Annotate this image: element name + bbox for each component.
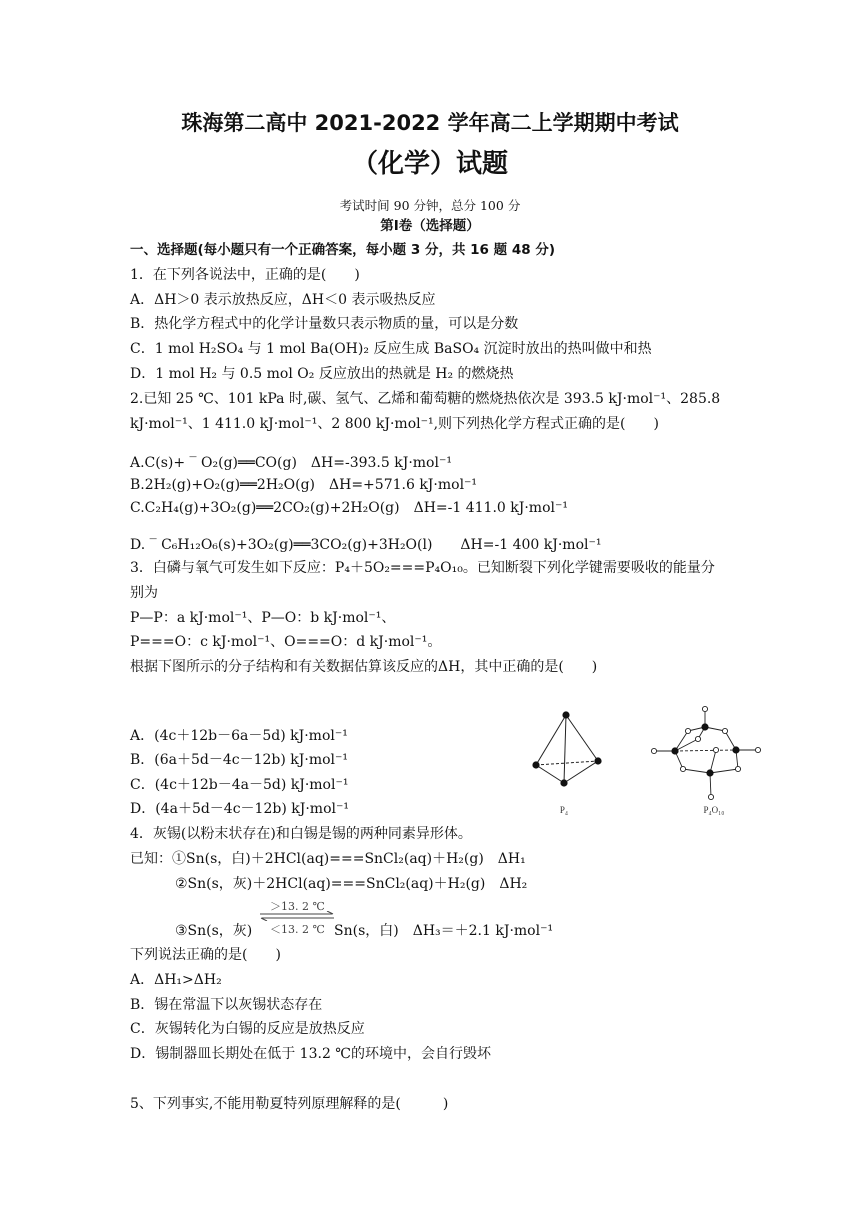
exam-subtitle: （化学）试题 (351, 149, 508, 179)
p4-label: P₄ (559, 805, 569, 815)
q4-option-a: A．ΔH₁>ΔH₂ (130, 972, 222, 988)
question-3-line2: 别为 (130, 585, 158, 601)
p4o10-label: P₄O₁₀ (703, 805, 725, 815)
q4-reaction-2: ②Sn(s，灰)＋2HCl(aq)===SnCl₂(aq)＋H₂(g) ΔH₂ (175, 876, 528, 892)
question-2-line2: kJ·mol⁻¹、1 411.0 kJ·mol⁻¹、2 800 kJ·mol⁻¹,则下列热化学方程式正确的是( ) (130, 416, 659, 432)
question-3-line4: P===O：c kJ·mol⁻¹、O===O：d kJ·mol⁻¹。 (130, 634, 442, 650)
q4-reaction-3-left: ③Sn(s，灰) (175, 923, 253, 939)
question-3-line1: 3．白磷与氧气可发生如下反应：P₄＋5O₂===P₄O₁₀。已知断裂下列化学键需要吸收的能量分 (130, 560, 715, 576)
q2-option-c: C.C₂H₄(g)+3O₂(g)══2CO₂(g)+2H₂O(g) ΔH=-1 411.0 kJ·mol⁻¹ (130, 500, 568, 516)
q3-option-c: C．(4c＋12b－4a－5d) kJ·mol⁻¹ (130, 777, 349, 793)
q3-option-a: A．(4c＋12b－6a－5d) kJ·mol⁻¹ (130, 728, 348, 744)
exam-title: 珠海第二高中 2021-2022 学年高二上学期期中考试 (181, 111, 679, 135)
q2-option-b: B.2H₂(g)+O₂(g)══2H₂O(g) ΔH=+571.6 kJ·mol⁻¹ (130, 477, 478, 493)
q4-prompt: 下列说法正确的是( ) (130, 947, 281, 963)
q2-option-d: D. ‾ C₆H₁₂O₆(s)+3O₂(g)══3CO₂(g)+3H₂O(l) ΔH=-1 400 kJ·mol⁻¹ (130, 537, 602, 553)
part-heading: 一、选择题(每小题只有一个正确答案，每小题 3 分，共 16 题 48 分) (130, 242, 556, 258)
q1-option-d: D．1 mol H₂ 与 0.5 mol O₂ 反应放出的热就是 H₂ 的燃烧热 (130, 366, 514, 382)
arrow-condition-upper: ＞13. 2 ℃ (270, 900, 325, 913)
exam-info: 考试时间 90 分钟，总分 100 分 (339, 198, 521, 213)
q1-option-b: B．热化学方程式中的化学计量数只表示物质的量，可以是分数 (130, 316, 519, 332)
q3-option-d: D．(4a＋5d－4c－12b) kJ·mol⁻¹ (130, 801, 349, 817)
p4o10-structure (654, 709, 758, 797)
q4-reaction-3-right: Sn(s，白) ΔH₃＝＋2.1 kJ·mol⁻¹ (334, 923, 554, 939)
q3-option-b: B．(6a＋5d－4c－12b) kJ·mol⁻¹ (130, 752, 349, 768)
question-4: 4．灰锡(以粉末状存在)和白锡是锡的两种同素异形体。 (130, 826, 472, 842)
equilibrium-arrow (258, 896, 336, 938)
question-3-line5: 根据下图所示的分子结构和有关数据估算该反应的ΔH，其中正确的是( ) (130, 659, 598, 675)
question-3-line3: P—P：a kJ·mol⁻¹、P—O：b kJ·mol⁻¹、 (130, 610, 396, 626)
question-5: 5、下列事实,不能用勒夏特列原理解释的是( ) (130, 1096, 449, 1112)
q2-option-a: A.C(s)+ ‾ O₂(g)══CO(g) ΔH=-393.5 kJ·mol⁻¹ (130, 455, 452, 471)
section-title: 第Ⅰ卷（选择题） (380, 218, 480, 234)
q1-option-a: A．ΔH＞0 表示放热反应，ΔH＜0 表示吸热反应 (130, 292, 436, 308)
q4-reaction-1: 已知：①Sn(s，白)＋2HCl(aq)===SnCl₂(aq)＋H₂(g) ΔH₁ (130, 851, 526, 867)
q1-option-c: C．1 mol H₂SO₄ 与 1 mol Ba(OH)₂ 反应生成 BaSO₄ 沉淀时放出的热叫做中和热 (130, 341, 652, 357)
p4-structure (536, 715, 598, 783)
q4-option-d: D．锡制器皿长期处在低于 13.2 ℃的环境中，会自行毁坏 (130, 1046, 491, 1062)
question-2-line1: 2.已知 25 ℃、101 kPa 时,碳、氢气、乙烯和葡萄糖的燃烧热依次是 393.5 kJ·mol⁻¹、285.8 (130, 391, 721, 407)
question-1: 1．在下列各说法中，正确的是( ) (130, 267, 360, 283)
q4-option-c: C．灰锡转化为白锡的反应是放热反应 (130, 1021, 365, 1037)
q4-option-b: B．锡在常温下以灰锡状态存在 (130, 997, 323, 1013)
arrow-condition-lower: ＜13. 2 ℃ (270, 923, 325, 936)
molecule-figure (520, 695, 790, 820)
